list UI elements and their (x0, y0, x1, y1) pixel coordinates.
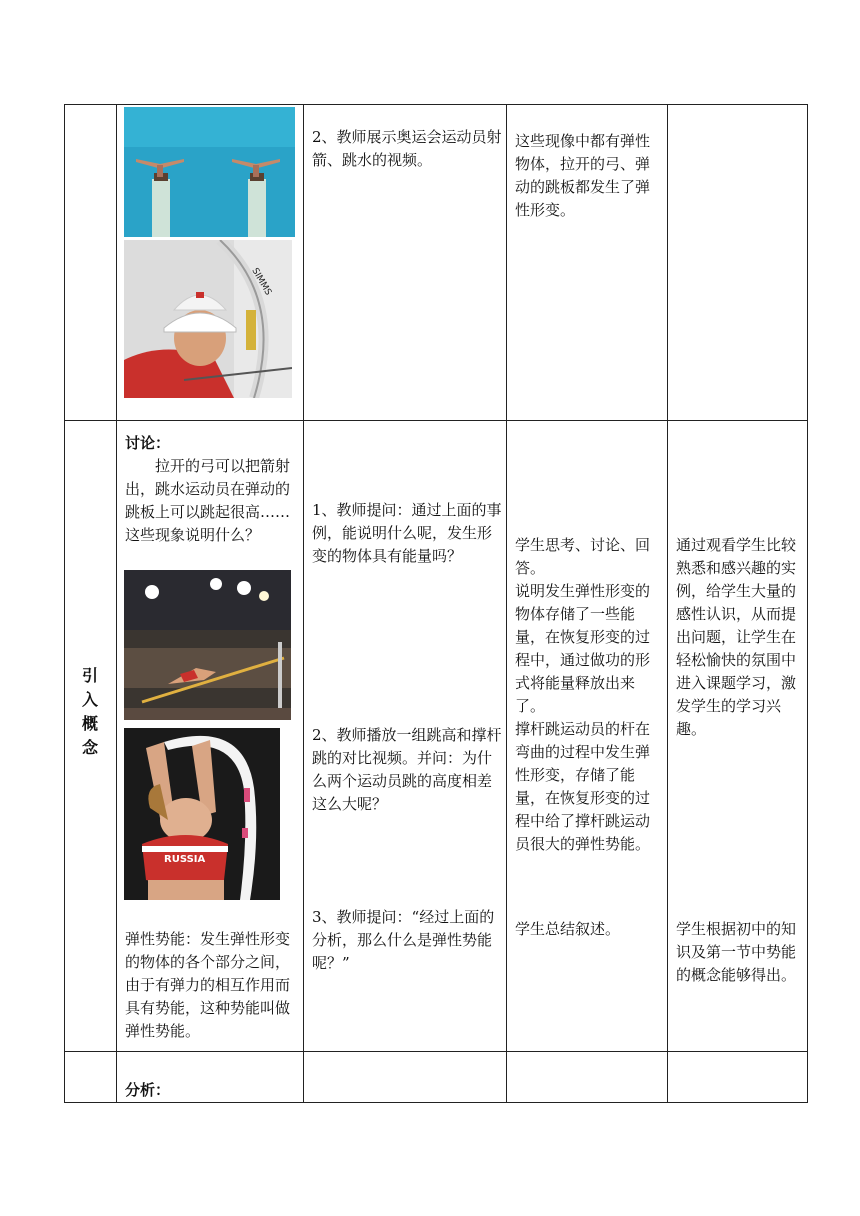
teacher-activity-video: 2、教师展示奥运会运动员射箭、跳水的视频。 (312, 128, 502, 169)
design-intent-2: 学生根据初中的知识及第一节中势能的概念能够得出。 (676, 920, 797, 984)
stage-char: 引 (81, 666, 98, 685)
stage-char: 入 (81, 690, 98, 709)
student-response-1: 学生思考、讨论、回答。 (515, 536, 651, 577)
student-response-3: 撑杆跳运动员的杆在弯曲的过程中发生弹性形变，存储了能量，在恢复形变的过程中给了撑杆跳运动员很大的弹性势能。 (515, 720, 651, 853)
table-border-bottom (64, 1102, 808, 1103)
design-intent-1: 通过观看学生比较熟悉和感兴趣的实例，给学生大量的感性认识，从而提出问题，让学生在轻松愉快的氛围中进入课题学习，激发学生的学习兴趣。 (676, 536, 797, 738)
bow-brand-text: SIMMS (249, 266, 273, 298)
vault-jersey-text: RUSSIA (164, 854, 206, 865)
lesson-table (64, 104, 808, 1103)
col-divider-1 (116, 104, 117, 1103)
col-divider-2 (303, 104, 304, 1103)
student-response-2: 说明发生弹性形变的物体存储了一些能量，在恢复形变的过程中，通过做功的形式将能量释放出来了。 (515, 582, 651, 715)
table-border-top (64, 104, 808, 105)
col-divider-4 (667, 104, 668, 1103)
col-divider-0 (64, 104, 65, 1103)
row-divider-1 (64, 420, 808, 421)
diving-photo (124, 107, 295, 237)
student-observation-text: 这些现像中都有弹性物体，拉开的弓、弹动的跳板都发生了弹性形变。 (515, 132, 651, 219)
col-divider-3 (506, 104, 507, 1103)
teacher-question-3: 3、教师提问：“经过上面的分析，那么什么是弹性势能呢？” (312, 908, 495, 972)
discussion-heading: 讨论： (125, 434, 171, 452)
stage-label-introduce-concept (64, 664, 116, 760)
row-divider-2 (64, 1051, 808, 1052)
teacher-question-2: 2、教师播放一组跳高和撑杆跳的对比视频。并问：为什么两个运动员跳的高度相差这么大呢？ (312, 726, 502, 813)
col-divider-5 (807, 104, 808, 1103)
pole-vault-photo (124, 728, 280, 900)
analysis-heading: 分析： (125, 1081, 171, 1099)
student-response-4: 学生总结叙述。 (515, 920, 621, 938)
elastic-potential-definition: 弹性势能：发生弹性形变的物体的各个部分之间，由于有弹力的相互作用而具有势能，这种势能叫做弹性势能。 (125, 930, 291, 1040)
archery-photo (124, 240, 292, 398)
high-jump-photo (124, 570, 291, 720)
discussion-question: 拉开的弓可以把箭射出，跳水运动员在弹动的跳板上可以跳起很高……这些现象说明什么？ (125, 457, 291, 544)
stage-char: 概 (81, 714, 98, 733)
stage-char: 念 (81, 738, 98, 757)
teacher-question-1: 1、教师提问：通过上面的事例，能说明什么呢，发生形变的物体具有能量吗？ (312, 501, 502, 565)
